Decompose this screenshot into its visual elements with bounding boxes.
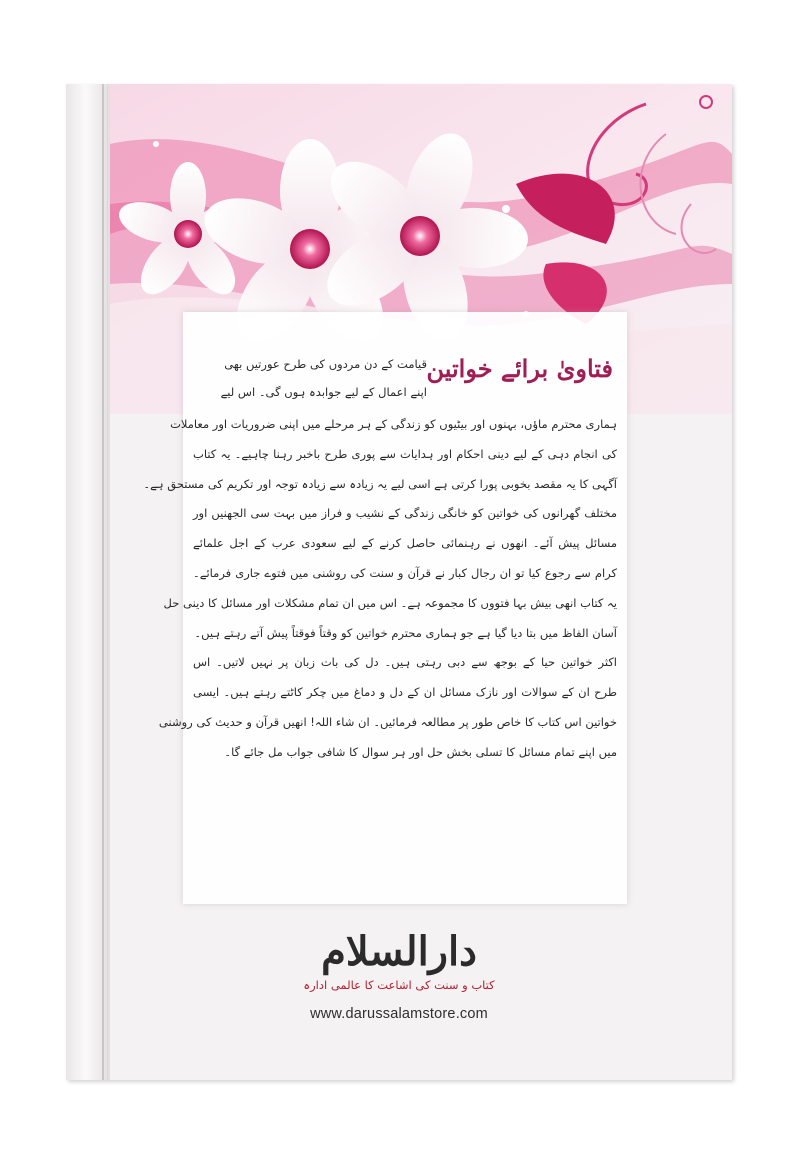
intro-line: قیامت کے دن مردوں کی طرح عورتیں بھی (224, 357, 427, 371)
publisher-logo (66, 930, 732, 1022)
body-line: آسان الفاظ میں بتا دیا گیا ہے جو ہماری محترم خواتین کو وقتاً فوقتاً پیش آتے رہتے ہیں۔ (194, 625, 617, 640)
publisher-name: دارالسلام (321, 928, 477, 975)
body-line: کی انجام دہی کے لیے دینی احکام اور ہدایات سے پوری طرح باخبر رہنا چاہیے۔ یہ کتاب (193, 446, 617, 461)
body-line: آگہی کا یہ مقصد بخوبی پورا کرتی ہے اسی لیے یہ زیادہ سے زیادہ توجہ اور تکریم کی مستحق ہے۔ (143, 476, 617, 491)
body-line: خواتین اس کتاب کا خاص طور پر مطالعہ فرمائیں۔ ان شاء اللہ! انھیں قرآن و حدیث کی روشنی (158, 714, 617, 729)
book-back-cover (66, 84, 732, 1080)
intro-line: اپنے اعمال کے لیے جوابدہ ہوں گی۔ اس لیے (220, 385, 427, 399)
body-line: کرام سے رجوع کیا تو ان رجال کبار نے قرآن و سنت کی روشنی میں فتوے جاری فرمائے۔ (193, 565, 617, 580)
body-line: طرح ان کے سوالات اور نازک مسائل ان کے دل و دماغ میں چکر کاٹتے رہتے ہیں۔ ایسی (193, 685, 617, 700)
publisher-website: www.darussalamstore.com (310, 1006, 488, 1022)
description-panel (143, 312, 627, 904)
body-line: یہ کتاب انھی بیش بہا فتووں کا مجموعہ ہے۔ اس میں ان تمام مشکلات اور مسائل کا دینی حل (163, 595, 617, 610)
body-line: مختلف گھرانوں کی خواتین کو خانگی زندگی کے نشیب و فراز میں بہت سی الجھنیں اور (193, 506, 617, 521)
body-line: اکثر خواتین حیا کے بوجھ سے دبی رہتی ہیں۔ دل کی بات زبان پر نہیں لاتیں۔ اس (193, 655, 617, 670)
body-line: ہماری محترم ماؤں، بہنوں اور بیٹیوں کو زندگی کے ہر مرحلے میں اپنی ضروریات اور معاملات (170, 417, 617, 431)
intro-text (197, 350, 427, 406)
body-line: مسائل پیش آئے۔ انھوں نے رہنمائی حاصل کرنے کے لیے سعودی عرب کے اجل علمائے (193, 536, 617, 551)
body-line: میں اپنے تمام مسائل کا تسلی بخش حل اور ہر سوال کا شافی جواب مل جائے گا۔ (224, 744, 617, 759)
description-text (143, 410, 617, 768)
publisher-tagline: کتاب و سنت کی اشاعت کا عالمی ادارہ (303, 978, 495, 992)
book-title: فتاویٰ برائے خواتین (426, 354, 613, 383)
